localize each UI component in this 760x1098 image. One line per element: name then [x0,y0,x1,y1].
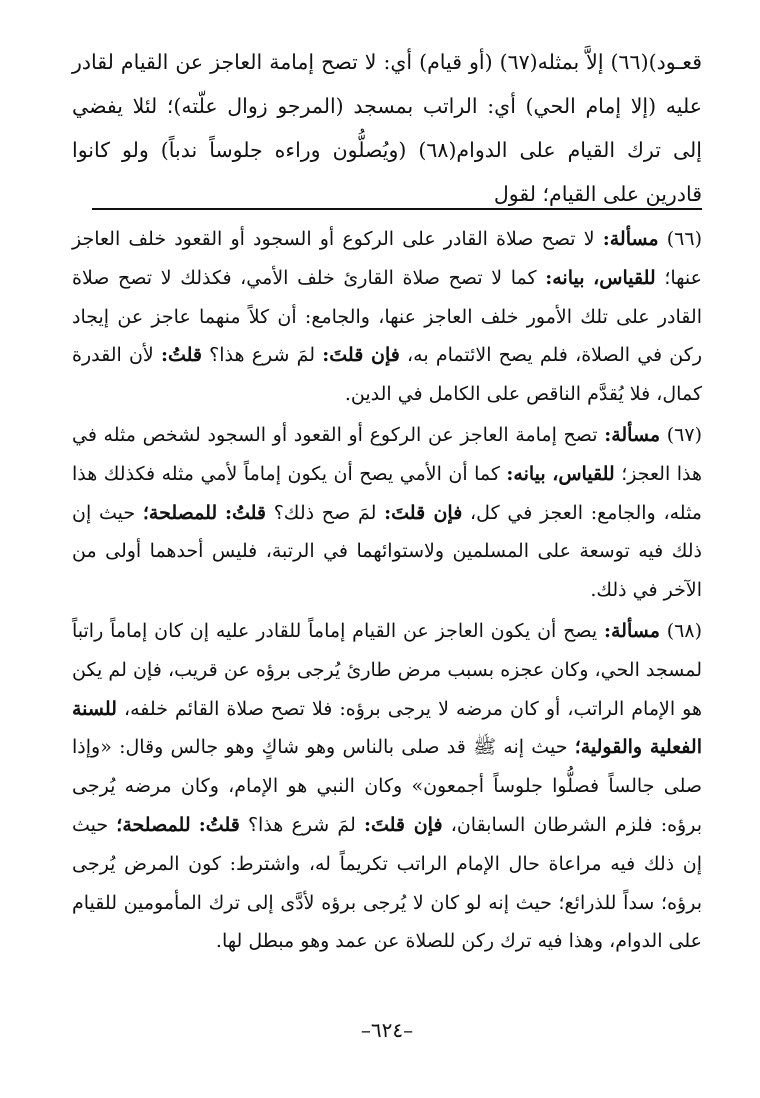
page [72,40,702,1070]
footnote-text: لمَ صح ذلك؟ [265,501,385,524]
footnote-text [217,502,225,524]
footnote-separator [92,208,702,210]
footnote-number: (٦٦) [666,228,703,250]
footnote-number: (٦٨) [666,619,702,642]
footnotes [72,220,702,961]
footnote-keyword: قلتُ: [198,813,240,836]
footnote-keyword: للسنة الفعلية والقولية؛ [72,697,702,759]
footnote-text [585,267,594,289]
footnote-text: لمَ شرع هذا؟ [239,813,364,836]
footnote-keyword: فإن قلتَ: [363,813,443,836]
footnote-keyword: للمصلحة؛ [116,813,191,836]
footnote-text: حيث إنه ﷺ قد صلى بالناس وهو شاكٍ وهو جالس وقال: «وإذا صلى جالساً فصلُّوا جلوساً أجمعون» وكان النبي هو الإمام، وكان مرضه يُرجى برؤه: فلزم الشرطان السابقان، [72,736,702,836]
footnote-keyword: قلتُ: [160,344,202,367]
page-number: –٦٢٤– [360,1018,414,1042]
footnote-text: لا تصح صلاة القادر على الركوع أو السجود أو القعود خلف العاجز عنها؛ [72,228,702,289]
footnote-label: مسألة: [603,619,660,642]
footnote-67 [72,416,702,610]
footnote-text: تصح إمامة العاجز عن الركوع أو القعود أو السجود لشخص مثله في هذا العجز؛ [72,423,702,485]
main-text-line-1: قعـود)(٦٦) إلاَّ بمثله(٦٧) (أو قيام) أي: لا تصح إمامة العاجز عن القيام لقادر عليه [72,50,702,118]
footnote-66 [72,220,702,414]
main-text-line-2: (إلا إمام الحي) أي: الراتب بمسجد (المرجو زوال علّته)؛ لئلا يفضي إلى ترك القيام [72,94,702,162]
footnote-keyword: بيانه: [545,266,585,289]
footnote-label: مسألة: [602,228,659,250]
footnote-number: (٦٧) [666,423,702,446]
footnote-keyword: فإن قلتَ: [384,501,463,524]
main-text-line-3: على الدوام(٦٨) (ويُصلُّون وراءه جلوساً ندباً) ولو كانوا قادرين على القيام؛ لقول [72,138,702,206]
footnote-text [191,814,199,836]
footnote-text: لأن القدرة كمال، فلا يُقدَّم الناقص على الكامل في الدين. [72,344,702,406]
footnote-text: كما أن الأمي يصح أن يكون إماماً لأمي مثله فكذلك هذا مثله، والجامع: العجز في كل، [72,462,702,524]
footnote-keyword: بيانه: [506,462,546,485]
footnote-text: حيث إن ذلك فيه توسعة على المسلمين ولاستوائهما في الرتبة، فليس أحدهما أولى من الآخر في ذلك. [72,501,702,602]
footnote-68 [72,612,702,961]
footnote-text: يصح أن يكون العاجز عن القيام إماماً للقادر عليه إن كان إماماً راتباً لمسجد الحي، وكان عجزه بسبب مرض طارئ يُرجى برؤه عن قريب، فإن لم يكن هو الإمام الراتب، أو كان مرضه لا يرجى برؤه: فلا تصح صلاة القائم خلفه، [72,619,702,720]
footnote-text: لمَ شرع هذا؟ [201,344,323,367]
footnote-label: مسألة: [604,423,661,446]
footnote-text: حيث إن ذلك فيه مراعاة حال الإمام الراتب تكريماً له، واشترط: كون المرض يُرجى برؤه؛ سداً للذرائع؛ حيث إنه لو كان لا يُرجى برؤه لأدَّى إلى ترك المأمومين للقيام على الدوام، وهذا فيه ترك ركن للصلاة عن عمد وهو مبطل لها. [72,813,702,953]
footnote-text: كما لا تصح صلاة القارئ خلف الأمي، فكذلك لا تصح صلاة القادر على تلك الأمور خلف العاجز عنها، والجامع: أن كلاً منهما عاجز عن إيجاد ركن في الصلاة، فلم يصح الائتمام به، [72,266,702,367]
footnote-keyword: للقياس، [593,266,656,289]
footnote-keyword: قلتُ: [224,501,266,524]
footnote-keyword: للمصلحة؛ [142,501,218,524]
footnote-keyword: للقياس، [552,462,615,485]
main-text [72,40,702,216]
footnote-keyword: فإن قلتَ: [322,344,400,367]
